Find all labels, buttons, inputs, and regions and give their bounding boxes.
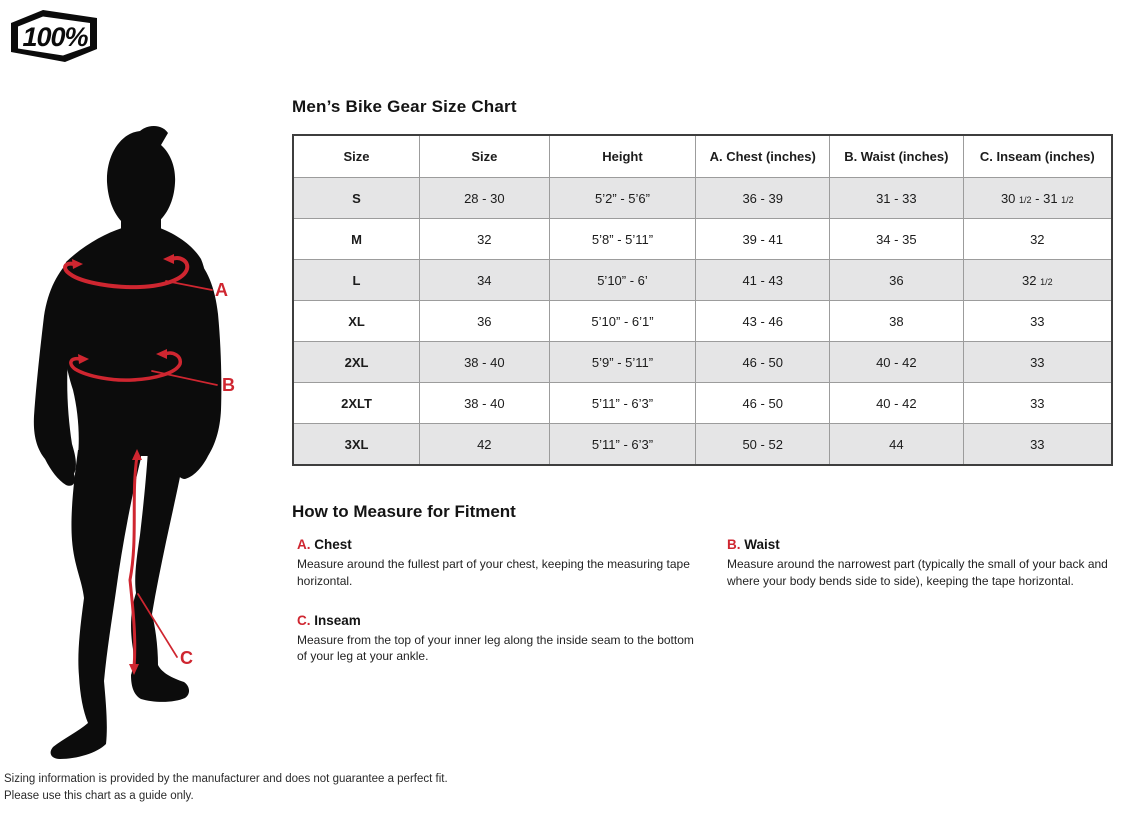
value-cell: 46 - 50 [696,383,830,424]
size-cell: L [293,260,420,301]
table-row [293,342,1112,383]
size-chart-table [292,134,1113,466]
measure-instructions [292,537,1113,665]
measure-item-heading [727,537,1113,552]
value-cell: 40 - 42 [830,383,964,424]
value-cell: 5’9” - 5’11” [549,342,696,383]
size-chart-title: Men’s Bike Gear Size Chart [292,97,517,116]
column-header: Size [420,135,550,178]
value-cell: 31 - 33 [830,178,964,219]
disclaimer-line-1: Sizing information is provided by the manufacturer and does not guarantee a perfect fit. [4,773,448,785]
logo-text: 100% [22,22,88,52]
value-cell: 43 - 46 [696,301,830,342]
value-cell: 38 - 40 [420,342,550,383]
value-cell: 50 - 52 [696,424,830,466]
measurement-figure [0,118,290,763]
table-header [293,135,1112,178]
measure-name: Chest [314,537,352,552]
value-cell: 5’10” - 6’1” [549,301,696,342]
label-a: A [215,280,228,300]
value-cell: 33 [963,424,1112,466]
size-cell: XL [293,301,420,342]
brand-logo-100percent[interactable] [8,8,100,69]
size-cell: 3XL [293,424,420,466]
value-cell: 32 [420,219,550,260]
value-cell: 41 - 43 [696,260,830,301]
header-row [293,135,1112,178]
male-silhouette [34,126,222,759]
size-cell: 2XL [293,342,420,383]
value-cell: 40 - 42 [830,342,964,383]
table-row [293,219,1112,260]
value-cell: 33 [963,383,1112,424]
value-cell: 33 [963,301,1112,342]
column-header: B. Waist (inches) [830,135,964,178]
value-cell: 39 - 41 [696,219,830,260]
measure-description: Measure from the top of your inner leg along the inside seam to the bottom of your leg at your ankle. [297,632,694,664]
value-cell: 42 [420,424,550,466]
value-cell: 38 [830,301,964,342]
measure-item-heading [297,613,703,628]
male-silhouette-illustration [0,118,290,763]
value-cell: 33 [963,342,1112,383]
measure-letter: B. [727,537,741,552]
column-header: Size [293,135,420,178]
disclaimer [4,771,448,804]
column-header: C. Inseam (inches) [963,135,1112,178]
value-cell: 38 - 40 [420,383,550,424]
value-cell: 32 [963,219,1112,260]
value-cell: 30 1/2 - 31 1/2 [963,178,1112,219]
measure-item-inseam [297,613,703,666]
value-cell: 5’2” - 5’6” [549,178,696,219]
value-cell: 34 - 35 [830,219,964,260]
value-cell: 36 [830,260,964,301]
logo-100-badge-icon [8,8,100,64]
size-cell: M [293,219,420,260]
value-cell: 32 1/2 [963,260,1112,301]
measure-item-heading [297,537,703,552]
table-row [293,424,1112,466]
measure-letter: C. [297,612,311,628]
how-to-measure-title: How to Measure for Fitment [292,502,516,521]
value-cell: 5’8” - 5’11” [549,219,696,260]
size-cell: 2XLT [293,383,420,424]
value-cell: 46 - 50 [696,342,830,383]
label-c: C [180,648,193,668]
value-cell: 44 [830,424,964,466]
value-cell: 5’11” - 6’3” [549,383,696,424]
main-content [292,96,1113,665]
label-b: B [222,375,235,395]
value-cell: 5’11” - 6’3” [549,424,696,466]
disclaimer-line-2: Please use this chart as a guide only. [4,789,194,802]
measure-letter: A. [297,537,311,552]
table-row [293,301,1112,342]
table-row [293,178,1112,219]
measure-name: Inseam [314,612,361,628]
measure-item-waist [727,537,1113,590]
value-cell: 5’10” - 6’ [549,260,696,301]
table-body [293,178,1112,466]
table-row [293,383,1112,424]
value-cell: 34 [420,260,550,301]
column-header: A. Chest (inches) [696,135,830,178]
value-cell: 36 [420,301,550,342]
value-cell: 36 - 39 [696,178,830,219]
measure-description: Measure around the narrowest part (typically the small of your back and where your body bends side to side), keeping the tape horizontal. [727,557,1108,588]
measure-item-chest [297,537,703,590]
size-cell: S [293,178,420,219]
value-cell: 28 - 30 [420,178,550,219]
column-header: Height [549,135,696,178]
measure-description: Measure around the fullest part of your chest, keeping the measuring tape horizontal. [297,557,690,588]
measure-name: Waist [744,537,780,552]
table-row [293,260,1112,301]
